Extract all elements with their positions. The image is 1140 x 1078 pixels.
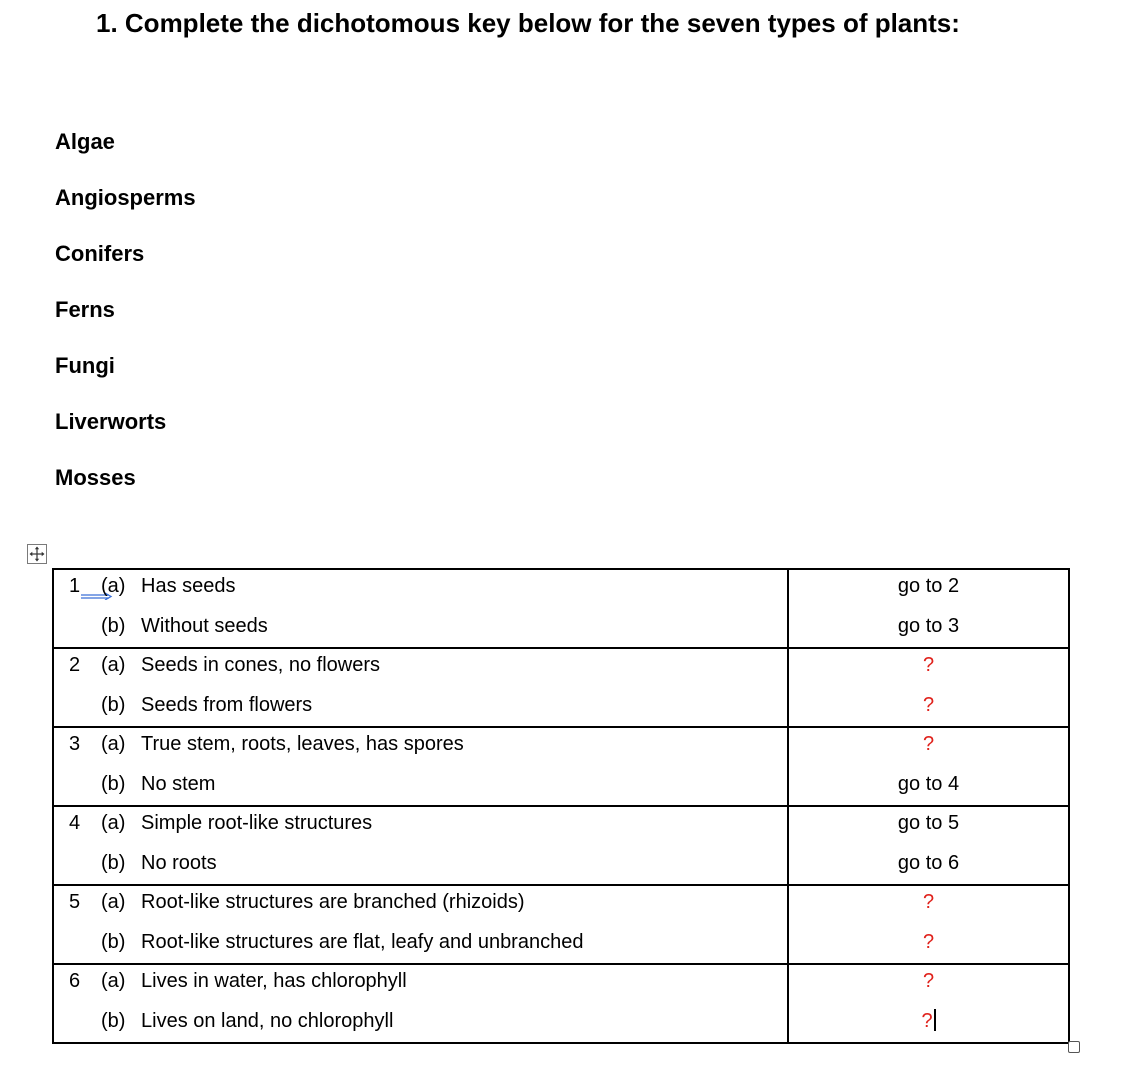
key-description: Has seeds — [141, 575, 236, 597]
key-number: 4 — [69, 812, 81, 834]
text-cursor — [934, 1009, 936, 1031]
key-question-cell[interactable] — [53, 569, 788, 648]
key-question-cell[interactable] — [53, 648, 788, 727]
key-answer-unknown: ? — [922, 654, 935, 676]
key-number: 1 — [69, 575, 81, 597]
key-description: Root-like structures are flat, leafy and unbranched — [141, 931, 584, 953]
plant-item: Algae — [55, 129, 115, 154]
key-answer: go to 4 — [897, 773, 960, 795]
key-answer: go to 6 — [897, 852, 960, 874]
key-answer-cell[interactable] — [788, 727, 1069, 806]
key-option: (a) — [101, 733, 126, 755]
key-description: No roots — [141, 852, 217, 874]
key-answer-unknown: ? — [922, 694, 935, 716]
key-description: Seeds in cones, no flowers — [141, 654, 381, 676]
resize-square-icon[interactable] — [1068, 1041, 1080, 1053]
dichotomous-key-table — [52, 568, 1070, 1044]
key-description: Lives in water, has chlorophyll — [141, 970, 407, 992]
question-title: 1. Complete the dichotomous key below for the seven types of plants: — [96, 8, 960, 38]
key-number: 5 — [69, 891, 81, 913]
key-answer-with-cursor[interactable] — [789, 1004, 1068, 1042]
key-option: (a) — [101, 812, 126, 834]
key-description: Lives on land, no chlorophyll — [141, 1010, 394, 1032]
key-option: (b) — [101, 694, 126, 716]
key-answer-unknown: ? — [921, 1010, 933, 1032]
key-answer-unknown: ? — [922, 733, 935, 755]
key-answer-unknown: ? — [922, 931, 935, 953]
key-option: (a) — [101, 970, 126, 992]
key-number: 2 — [69, 654, 81, 676]
key-description: True stem, roots, leaves, has spores — [141, 733, 464, 755]
key-option: (b) — [101, 931, 126, 953]
key-row — [53, 964, 1069, 1043]
key-option: (b) — [101, 773, 126, 795]
key-question-cell[interactable] — [53, 885, 788, 964]
key-answer-cell[interactable] — [788, 569, 1069, 648]
key-row — [53, 727, 1069, 806]
key-answer-cell[interactable] — [788, 964, 1069, 1043]
key-row — [53, 648, 1069, 727]
key-question-cell[interactable] — [53, 727, 788, 806]
key-question-cell[interactable] — [53, 806, 788, 885]
key-answer: go to 3 — [897, 615, 960, 637]
key-description: Root-like structures are branched (rhizoids) — [141, 891, 525, 913]
key-option: (a) — [101, 891, 126, 913]
key-answer: go to 5 — [897, 812, 960, 834]
key-description: Without seeds — [141, 615, 268, 637]
plant-item: Angiosperms — [55, 185, 196, 210]
key-answer-cell[interactable] — [788, 885, 1069, 964]
key-answer-cell[interactable] — [788, 648, 1069, 727]
key-row — [53, 806, 1069, 885]
move-arrows-icon — [28, 545, 46, 563]
key-answer-cell[interactable] — [788, 806, 1069, 885]
plant-item: Fungi — [55, 353, 115, 378]
plant-item: Conifers — [55, 241, 145, 266]
key-row — [53, 885, 1069, 964]
plant-list — [55, 126, 196, 518]
key-number: 3 — [69, 733, 81, 755]
key-option: (a) — [101, 654, 126, 676]
key-option: (a) — [101, 575, 126, 597]
key-option: (b) — [101, 1010, 126, 1032]
key-description: Seeds from flowers — [141, 694, 313, 716]
key-number: 6 — [69, 970, 81, 992]
key-answer-unknown: ? — [922, 970, 935, 992]
key-row — [53, 569, 1069, 648]
plant-item: Mosses — [55, 465, 136, 490]
key-description: Simple root-like structures — [141, 812, 373, 834]
key-option: (b) — [101, 852, 126, 874]
key-question-cell[interactable] — [53, 964, 788, 1043]
key-option: (b) — [101, 615, 126, 637]
plant-item: Liverworts — [55, 409, 167, 434]
key-description: No stem — [141, 773, 216, 795]
key-answer-unknown: ? — [922, 891, 935, 913]
plant-item: Ferns — [55, 297, 115, 322]
table-move-handle[interactable] — [27, 544, 47, 564]
key-answer: go to 2 — [897, 575, 960, 597]
